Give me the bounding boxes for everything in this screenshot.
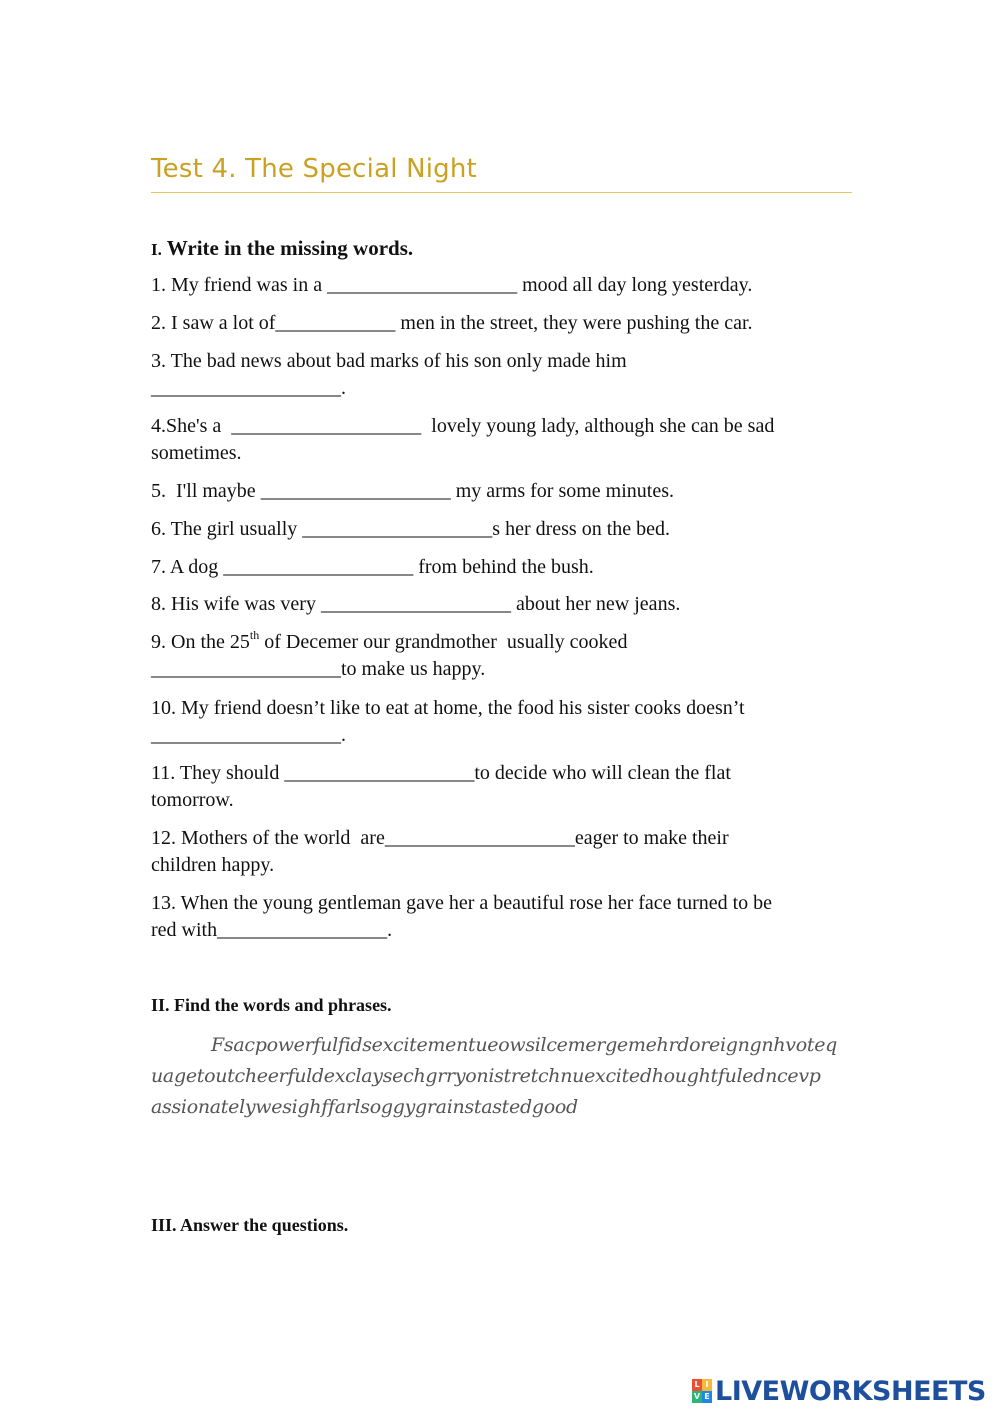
question-9[interactable]: 9. On the 25th of Decemer our grandmother usually cooked ___________________to make us happy. [151,628,628,680]
question-2[interactable]: 2. I saw a lot of____________ men in the street, they were pushing the car. [151,312,753,334]
section-1-title: Write in the missing words. [166,236,414,260]
logo-text: LIVEWORKSHEETS [715,1375,986,1407]
puzzle-line: Fsacpowerfulfidsexcitementueowsilcemergemehrdoreigngnhvoteq [211,1034,838,1056]
question-13[interactable]: 13. When the young gentleman gave her a beautiful rose her face turned to be red with_________________. [151,892,773,941]
section-3-heading: III. Answer the questions. [151,1215,349,1235]
puzzle-line: uagetoutcheerfuldexclaysechgrryonistretchnuexcitedhoughtfulednce​vp [151,1065,821,1087]
logo-letter: I [702,1379,712,1391]
puzzle-line: assionatelywesighffarlsoggygrainstastedgood [151,1096,578,1118]
liveworksheets-logo [692,1375,986,1407]
question-3[interactable]: 3. The bad news about bad marks of his son only made him ___________________. [151,350,627,399]
section-2-heading: II. Find the words and phrases. [151,995,392,1015]
question-7[interactable]: 7. A dog ___________________ from behind the bush. [151,556,594,578]
logo-letter: L [692,1379,702,1391]
title-underline [151,192,852,193]
question-5[interactable]: 5. I'll maybe ___________________ my arms for some minutes. [151,480,674,502]
page-title: Test 4. The Special Night [151,154,477,184]
word-search-puzzle[interactable] [151,1030,851,1123]
question-12[interactable]: 12. Mothers of the world are___________________eager to make their children happy. [151,827,729,876]
question-11[interactable]: 11. They should ___________________to decide who will clean the flat tomorrow. [151,762,731,811]
question-8[interactable]: 8. His wife was very ___________________ about her new jeans. [151,593,681,615]
section-1-roman: I. [151,240,162,259]
logo-letter: V [693,1392,701,1401]
question-1[interactable]: 1. My friend was in a ___________________ mood all day long yesterday. [151,274,753,296]
logo-letter: E [702,1391,712,1403]
question-10[interactable]: 10. My friend doesn’t like to eat at home, the food his sister cooks doesn’t ___________________. [151,697,745,746]
question-6[interactable]: 6. The girl usually ___________________s her dress on the bed. [151,518,671,540]
section-1-heading [151,236,413,261]
liveworksheets-logo-icon [692,1379,712,1403]
question-4[interactable]: 4.She's a ___________________ lovely young lady, although she can be sad sometimes. [151,415,775,464]
